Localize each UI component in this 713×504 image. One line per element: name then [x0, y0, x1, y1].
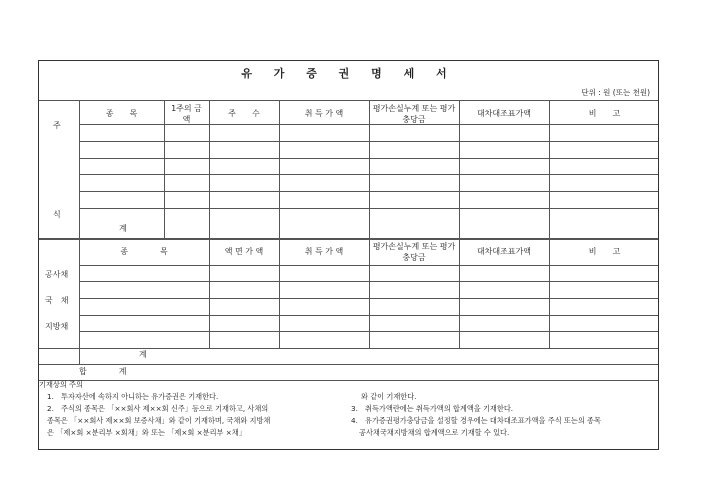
note-line: 공사채국채지방채의 합계액으로 기재할 수 있다. — [359, 428, 510, 437]
header-acquisition-cost-2: 취 득 가 액 — [304, 247, 344, 256]
header-valuation-allowance: 평가손실누계 또는 평가충당금 — [372, 104, 456, 124]
header-share-count: 주 수 — [228, 109, 260, 118]
header-item-2: 종 목 — [120, 247, 168, 256]
header-balance-sheet-value-2: 대차대조표가액 — [476, 247, 532, 256]
subtotal-label: 계 — [139, 350, 147, 359]
row-label-government-bonds: 국 채 — [45, 296, 69, 305]
form-title: 유 가 증 권 명 세 서 — [241, 67, 456, 80]
note-line: 1. 투자자산에 속하지 아니하는 유가증권은 기재한다. — [47, 392, 219, 401]
side-label-stocks-top: 주 — [53, 121, 61, 130]
header-acquisition-cost: 취 득 가 액 — [304, 109, 344, 118]
note-line: 3. 취득가액란에는 취득가액의 합계액을 기재한다. — [351, 404, 514, 413]
header-balance-sheet-value: 대차대조표가액 — [476, 109, 532, 118]
side-label-stocks-bottom: 식 — [53, 210, 61, 219]
total-label: 계 — [119, 224, 127, 233]
grand-total-label: 합 계 — [79, 367, 127, 376]
header-par-value-per-share: 1주의 금 액 — [171, 104, 210, 124]
note-line: 은 「제×회 ×분리부 ×회채」와 또는 「제×회 ×분리부 ×채」 — [47, 428, 246, 437]
note-line: 4. 유가증권평가충당금을 설정할 경우에는 대차대조표가액을 주식 또는의 종목 — [351, 416, 601, 425]
row-label-corporate-bonds: 공사채 — [45, 270, 69, 279]
header-remarks-2: 비 고 — [588, 247, 621, 256]
row-label-municipal-bonds: 지방채 — [45, 322, 69, 331]
note-line: 와 같이 기재한다. — [361, 392, 417, 401]
header-remarks: 비 고 — [588, 109, 621, 118]
unit-label: 단위 : 원 (또는 천원) — [581, 88, 650, 97]
header-item: 종 목 — [105, 109, 138, 118]
notes-heading: 기재상의 주의 — [39, 380, 83, 389]
note-line: 종목은 「××회사 제××회 보증사채」와 같이 기재하며, 국채와 지방채 — [47, 416, 271, 425]
header-valuation-allowance-2: 평가손실누계 또는 평가충당금 — [372, 242, 456, 262]
header-face-value: 액 면 가 액 — [224, 247, 264, 256]
note-line: 2. 주식의 종목은 「××회사 제××회 신주」등으로 기재하고, 사채의 — [47, 404, 269, 413]
securities-statement-form — [38, 60, 659, 450]
